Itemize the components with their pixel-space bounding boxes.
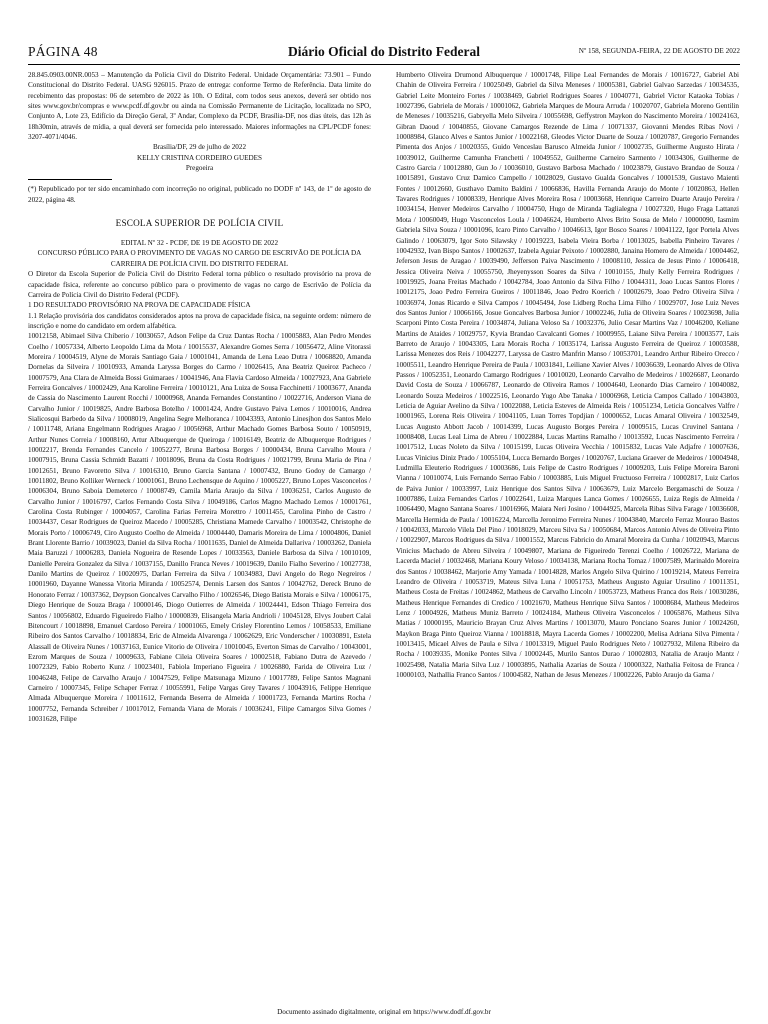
- signer-role: Pregoeira: [185, 164, 214, 173]
- left-column: [28, 70, 371, 819]
- candidate-list-text: 10012158, Abimael Silva Chiberio / 10030657, Adson Felipe da Cruz Dantas Rocha / 10005883, Alan Pedro Mendes Coelho / 10057334, Alberto Leopoldo Lima da Mota / 10015537, Alexandre Gomes Serra / 10056472, Aline Vitorassi Moreira / 10004519, Alyne de Morais Santiago Gaia / 10001041, Amanda de Lena Leao Dutra / 10068820, Amanda Dornelas da Silveira / 10010933, Amanda Laryssa Borges do Carmo / 10026415, Ana Beatriz Queiroz Pacheco / 10007579, Ana Clara de Almeida Bossi Guimaraes / 10041946, Ana Flavia Cardoso Almeida / 10027923, Ana Gabriele Ferreira Goncalves / 10002429, Ana Karoline Ferreira / 10010121, Ana Luiza de Sousa Facchinetti / 10003677, Ananda de Cassia do Nascimento Laurent Rocchi / 10000968, Ananda Fernandes Constantino / 10022716, Anderson Viana de Carvalho Junior / 10019825, Andre Barbosa Botelho / 10001424, Andre Gustavo Paiva Lemos / 10010016, Andrea Sialicosqui Barbedo da Silva / 10008019, Angelina Segre Melhoranca / 10043393, Antonio Linesjhon dos Santos Melo / 10011748, Ariana Engelmann Rodrigues Aragao / 10056968, Arthur Machado Gomes Barbosa Souto / 10050919, Arthur Nunes Correia / 10008160, Artur Albuquerque de Queiroga / 10016149, Beatriz de Albuquerque Rodrigues / 10002217, Brenda Fernandes Cancelo / 10052277, Bruna Barbosa Borges / 10000434, Bruna Carvalho Moura / 10007915, Bruna Cassia Schmidt Bazatti / 10018096, Bruna da Costa Rodrigues / 10021799, Bruna Maria de Pina / 10012651, Bruno Favoretto Silva / 10016310, Bruno Garcia Santana / 10007432, Bruno Godoy de Camargo / 10011802, Bruno Kolliker Werneck / 10001061, Bruno Lechensque de Aquino / 10005227, Bruno Lopes Vasconcelos / 10006304, Bruno Saboia Demeterco / 10008749, Camila Maria Araujo da Silva / 10036251, Carlos Augusto de Carvalho Junior / 10016797, Carlos Fernando Costa Silva / 10049186, Carlos Magno Machado Lemos / 10001761, Carolina Costa Rubinger / 10004057, Carolina Farias Ferreira Morettro / 10011455, Carolina Pinho de Castro / 10034437, Cesar Rodrigues de Queiroz Macedo / 10005285, Christiana Mamede Carvalho / 10003542, Christophe de Morais Porto / 10006749, Ciro Augusto Coelho de Almeida / 10004440, Damaris Moreira de Lima / 10004806, Daniel Brant Llorente Barrio / 10039023, Daniel da Silva Rocha / 10011635, Daniel de Almeida Dallariva / 10003262, Daniela Maia Baruzzi / 10006283, Daniela Nogueira de Resende Lopes / 10033563, Daniele Barbosa da Silva / 10010109, Danielle Pereira Gonzalez da Silva / 10037155, Danillo Franca Neves / 10019639, Danilo Fialho Severino / 10027738, Danilo Martins de Queiroz / 10020975, Darlan Ferreira da Silva / 10034983, Davi Angelo do Rego Negreiros / 10001960, Dayanne Wanessa Vitoria Miranda / 10052574, Dennis Larsen dos Santos / 10042762, Dereck Bruno de Honorato Ferraz / 10037362, Deypson Goncalves Carvalho Filho / 10026546, Diego Batista Morais e Silva / 10006175, Diego Henrique de Souza Braga / 10000146, Diogo Outierres de Almeida / 10024441, Edson Thiago Ferreira dos Santos / 10056802, Eduardo Figueiredo Fialho / 10000839, Elisangela Maria Andrioli / 10045128, Elvys Joubert Calai Bitencourt / 10018898, Emanuel Cardoso Pereira / 10001065, Emely Crisley Florentino Lemos / 10058533, Emiliane Ribeiro dos Santos Carvalho / 10018834, Eric de Almeida Alvarenga / 10062629, Eric Vonderscher / 10030891, Estela Alassall de Oliveira Nunes / 10037163, Eunice Vitorio de Oliveira / 10010045, Everton Simas de Carvalho / 10043001, Ezrom Marques de Souza / 10009633, Fabiane Cileia Oliveira Soares / 10002518, Fabiano Dutra de Azevedo / 10072329, Fabio Roberto Kunz / 10023401, Fabiola Imperiano Figueira / 10026880, Farida de Oliveira Luz / 10046248, Felipe de Carvalho Araujo / 10047529, Felipe Matsunaga Mizuno / 10017789, Felipe Santos Magnani Carneiro / 10007345, Felipe Schaper Ferraz / 10055991, Felipe Vargas Grey Tavares / 10043916, Felippe Henrique Almada Albuquerque Moreira / 10011612, Fernanda Beserra de Almeida / 10001723, Fernanda Martins Rocha / 10007752, Fernanda Schreiber / 10017012, Fernanda Viana de Morais / 10036241, Filipe Camargos Silva Gomes / 10031628, Filipe: [28, 332, 371, 723]
- item-1-1: 1.1 Relação provisória dos candidatos considerados aptos na prova de capacidade física, na seguinte ordem: número de inscrição e nome do candidato em ordem alfabética.: [28, 311, 371, 330]
- edital-intro: O Diretor da Escola Superior de Polícia Civil do Distrito Federal torna público o resultado provisório na prova de capacidade física, referente ao concurso público para o provimento de vagas no cargo de Escrivão de Polícia da Carreira de Polícia Civil do Distrito Federal (PCDF).: [28, 270, 371, 299]
- issue-info: Nº 158, SEGUNDA-FEIRA, 22 DE AGOSTO DE 2022: [578, 47, 740, 55]
- header-rule: [28, 64, 740, 65]
- note-divider: [28, 179, 112, 180]
- edital-number: EDITAL Nº 32 - PCDF, DE 19 DE AGOSTO DE 2022: [120, 239, 279, 248]
- candidate-list-continued: Humberto Oliveira Drumond Albuquerque / 10001748, Filipe Leal Fernandes de Morais / 10016727, Gabriel Abi Chahin de Oliveira Ferreira / 10025049, Gabriel da Silva Meneses / 10005381, Gabriel Galvao Sarzedas / 10034535, Gabriel Leite Monteiro Fortes / 10038469, Gabriel Rodrigues Soares / 10040771, Gabriel Victor Kataoka Tobias / 10027396, Gabriela de Morais / 10001062, Gabriela Marques de Moura Arruda / 10020707, Gabriela Moreno Gentilin de Meneses / 10035216, Gabryella Melo Silveira / 10055698, Geffystron Maykon do Nascimento Moreira / 10024163, Gibran Daoud / 10040855, Giovane Camargos Rezende de Lima / 10071337, Giovanni Mendes Ribas Novi / 10008984, Glauco Alves e Santos Junior / 10022168, Gleodes Victor Duarte de Souza / 10020787, Gregorio Fernandes Pimenta dos Anjos / 10020355, Guido Venceslau Barusco Almeida Junior / 10002735, Guilherme Augusto Hirata / 10039012, Guilherme Camunha Franchetti / 10049552, Guilherme Carneiro Sarmento / 10034306, Guilherme de Castro Garcia / 10012880, Gun Jo / 10036010, Gustavo Barbosa Machado / 10023879, Gustavo Brandao de Souza / 10015891, Gustavo Cruz Damico Campello / 10028029, Gustavo Gualda Goncalves / 10001539, Gustavo Maienti Fontes / 10012660, Gusthavo Damito Baldini / 10066836, Havilla Fernanda Araujo do Monte / 10020863, Hellen Tavares Rodrigues / 10008339, Henrique Alves Moreira Rosa / 10003668, Henrique Carreiro Duarte Araujo Pereira / 10034154, Henver Medeiros Carvalho / 10004750, Hugo de Miranda Taglialegna / 10027320, Hugo Fraga Lattanzi Mota / 10060049, Hugo Vasconcelos Loula / 10046624, Humberto Alves Brito Sousa de Melo / 10000090, Iasmim Gabriela Silva Souza / 10001096, Icaro Pinto Carvalho / 10046613, Igor Bosco Soares / 10041122, Igor Portela Alves Galindo / 10063079, Igor Soto Silawsky / 10019223, Isabela Vieira Borba / 10013025, Isabella Pinheiro Tavares / 10042932, Ivan Bispo Santos / 10002637, Izabela Aguiar Peixoto / 10002880, Janaina Homero de Almeida / 10004462, Jeferson Jesus de Aragao / 10039490, Jefferson Paiva Nascimento / 10008110, Jessica de Jesus Pinto / 10006418, Jessica Oliveira Neiva / 10055750, Jheyenysson Soares da Silva / 10010155, Jhuly Kelly Ferreira Rodrigues / 10019925, Joana Freitas Machado / 10042784, Joao Antonio da Silva Filho / 10044311, Joao Lucas Santos Flores / 10012175, Joao Pedro Ferreira Gueiros / 10011846, Joao Pedro Koerich / 10002679, Joao Pedro Oliveira Silva / 10036974, Jonas Ricardo e Silva Campos / 10045494, Jose Lidberg Rocha Lima Filho / 10029707, Jose Luiz Neves dos Santos Junior / 10066166, Josue Goncalves Barbosa Junior / 10002246, Julia de Oliveira Soares / 10023698, Julia Scarponi Pinto Costa Pereira / 10034874, Juliana Veloso Sa / 10032376, Julio Cesar Martins Vaz / 10046200, Keliane Martins de Ataides / 10029757, Kyvia Brandao Cavalcanti Gomes / 10009955, Laiane Silva Pereira / 10003577, Lais Barreto de Araujo / 10043305, Lara Morais Rocha / 10035174, Larissa Augusto Ferreira de Queiroz / 10003588, Larissa Menezes dos Reis / 10042277, Laryssa de Castro Manfrin Manso / 10053701, Leandro Arthur Ribeiro Orecco / 10005511, Leandro Henrique Pereira de Paula / 10031841, Leiliane Xavier Alves / 10036639, Leonardo Alves de Oliva Passos / 10052351, Leonardo Camargo Rodrigues / 10010020, Leonardo Carvalho de Medeiros / 10026687, Leonardo David Costa de Souza / 10066787, Leonardo de Oliveira Ramos / 10004640, Leonardo Dias Carneiro / 10040082, Leonardo Souza Medeiros / 10022516, Leonardo Yugo Abe Tanaka / 10006968, Leticia Campos Callado / 10043803, Leticia de Aguiar Avelino da Silva / 10022088, Leticia Esteves de Almeida Reis / 10051234, Leticia Goncalves Valfre / 10001965, Lorena Reis Oliveira / 10041105, Luan Torres Topdjian / 10000652, Lucas Amaral Oliveira / 10032549, Lucas Augusto Abbott Jacob / 10014399, Lucas Augusto Borges Pereira / 10009515, Lucas Cruvinel Santana / 10008408, Lucas Leal Lima de Abreu / 10022884, Lucas Martins Ramalho / 10013592, Lucas Nascimento Ferreira / 10017512, Lucas Noleto da Silva / 10015199, Lucas Oliveira Vecchia / 10015832, Lucas Vale Adjafre / 10007636, Lucas Vinicius Diniz Prado / 10055104, Lucca Bernardo Borges / 10020767, Luciana Graever de Medeiros / 10004948, Ludmilla Eleuterio Rodrigues / 10003686, Luis Felipe de Castro Rodrigues / 10009203, Luis Felipe Moreira Baroni Vianna / 10010074, Luis Fernando Serrao Fabio / 10003885, Luis Miguel Fructuoso Ferreira / 10002817, Luiz Carlos de Paiva Junior / 10033997, Luiz Henrique dos Santos Silva / 10063679, Luiz Marcelo Bergamaschi de Souza / 10007886, Luiza Fernandes Carlos / 10022641, Luiza Marques Lanca Gomes / 10026655, Luiza Regis de Almeida / 10064490, Magno Santana Soares / 10016966, Maiara Neri Josino / 10044925, Marcela Ribas Silva Farage / 10036608, Marcella Hermida de Paula / 10016224, Marcella Jeronimo Ferreira Nunes / 10043840, Marcelo Ferraz Mourao Bastos / 10042033, Marcelo Vilela Del Pino / 10018029, Marceu Silva Sa / 10050684, Marcos Antonio Alves de Oliveira Pinto / 10022907, Marcos Rodrigues da Silva / 10001552, Marcus Fabricio do Amaral Moreira da Cunha / 10020943, Marcus Vinicius Machado de Abreu Silveira / 10049807, Mariana de Figueiredo Terenzi Coelho / 10026722, Mariana de Lacerda Maciel / 10032468, Mariana Koury Veloso / 10034138, Mariana Rocha Tomaz / 10007589, Marinaldo Moreira dos Santos / 10038462, Marjorie Amy Yamada / 10014828, Marlos Angelo Silva Quirino / 10019214, Mateus Ferreira Leandro de Oliveira / 10053719, Mateus Silva Luna / 10051753, Matheus Augusto Aguiar Ursulino / 10011351, Matheus Costa de Freitas / 10024862, Matheus de Carvalho Lincoln / 10053723, Matheus Franca dos Reis / 10030286, Matheus Henrique Fernandes di Credico / 10021670, Matheus Henrique Silva Santos / 10008684, Matheus Medeiros Lenz / 10004926, Matheus Muniz Barreto / 10024184, Matheus Oliveira Vasconcelos / 10065876, Matheus Silva Matias / 10000195, Mauricio Brayan Cruz Alves Martins / 10013070, Mauro Ponciano Soares Junior / 10024260, Maykon Braga Pinto Queiroz Vianna / 10018818, Mayra Lacerda Gomes / 10002200, Melisa Adriana Silva Pimenta / 10013415, Micael Alves de Paula e Silva / 10013319, Miguel Paulo Rodrigues Neto / 10027932, Milena Ribeiro da Rocha / 10039335, Monike Pontes Silva / 10002445, Murilo Santos Durao / 10002803, Natalia de Araujo Mantz / 10025498, Natalia Maria Silva Luz / 10003895, Nathalia Azarias de Souza / 10000322, Nathalia Feitosa de Franca / 10000103, Nathallia Franco Santos / 10004582, Nathan de Jesus Menezes / 10002226, Pablo Araujo da Gama /: [396, 71, 739, 679]
- republish-note: (*) Republicado por ter sido encaminhado com incorreção no original, publicado no DODF nº 143, de 1º de agosto de 2022, página 48.: [28, 185, 371, 204]
- prev-notice-body: 28.845.0903.00NR.0053 – Manutenção da Polícia Civil do Distrito Federal. Unidade Orçamentária: 73.901 – Fundo Constitucional do Distrito Federal. UASG 926015. Prazo de entrega: conforme Termo de Referência. Data limite do recebimento das propostas: 06 de setembro de 2022 às 10h. O Edital, com todos seus anexos, deverá ser obtido nos sites www.gov.br/compras e www.pcdf.df.gov.br ou ainda na Comissão Permanente de Licitação, localizada no SPO, Conjunto A, Lote 23, Edifício da Direção Geral, 3º Andar, Complexo da PCDF, Brasília-DF, nos dias úteis, das 12h às 18h30min, através de mídia, a qual deverá ser fornecida pelo interessado. Maiores informações na CPL/PCDF fones: 3207-4071/4046.: [28, 71, 371, 142]
- edital-title: CONCURSO PÚBLICO PARA O PROVIMENTO DE VAGAS NO CARGO DE ESCRIVÃO DE POLÍCIA DA CARREIRA DE POLÍCIA CIVIL DO DISTRITO FEDERAL: [37, 249, 362, 268]
- page-number: PÁGINA 48: [28, 44, 98, 59]
- page-header: [28, 44, 740, 66]
- page-footer: Documento assinado digitalmente, original em https://www.dodf.df.gov.br: [277, 1008, 491, 1016]
- right-column: [396, 70, 739, 1002]
- section-title: ESCOLA SUPERIOR DE POLÍCIA CIVIL: [115, 218, 284, 229]
- journal-title: Diário Oficial do Distrito Federal: [288, 44, 480, 59]
- signer-name: KELLY CRISTINA CORDEIRO GUEDES: [137, 153, 262, 162]
- item-1-heading: 1 DO RESULTADO PROVISÓRIO NA PROVA DE CAPACIDADE FÍSICA: [28, 301, 251, 310]
- candidate-list-left: [28, 331, 371, 819]
- place-date: Brasília/DF, 29 de julho de 2022: [152, 143, 247, 152]
